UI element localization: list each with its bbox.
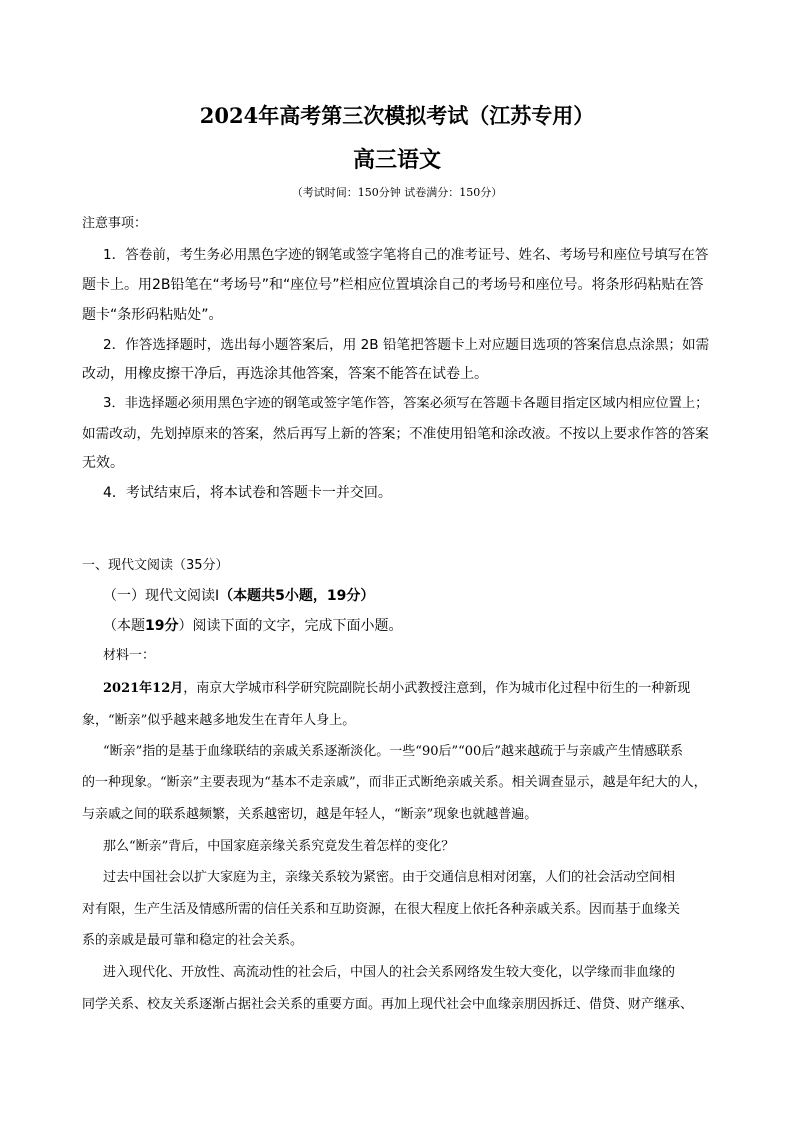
- reading-line: 的一种现象。“断亲”主要表现为“基本不走亲戚”，而非正式断绝亲戚关系。相关调查显示，越是年纪大的人，: [82, 775, 707, 790]
- reading-line: 与亲戚之间的联系越频繁，关系越密切，越是年轻人，“断亲”现象也就越普遍。: [82, 807, 538, 822]
- reading-line: 那么“断亲”背后，中国家庭亲缘关系究竟发生着怎样的变化？: [103, 839, 455, 854]
- reading-line: 进入现代化、开放性、高流动性的社会后，中国人的社会关系网络发生较大变化，以学缘而非血缘的: [103, 965, 676, 980]
- subsection-prefix: （一）现代文阅读Ⅰ: [103, 588, 220, 604]
- reading-line: 过去中国社会以扩大家庭为主，亲缘关系较为紧密。由于交通信息相对闭塞，人们的社会活动空间相: [103, 870, 676, 885]
- subsection-detail: （本题共5小题，19分）: [219, 588, 375, 604]
- reading-line: 同学关系、校友关系逐渐占据社会关系的重要方面。再加上现代社会中血缘亲朋因拆迁、借贷、财产继承、: [82, 997, 694, 1012]
- instr-points: 19分: [145, 618, 179, 634]
- subsection-heading: [103, 586, 374, 606]
- note-line: 题卡上。用2B铅笔在“考场号”和“座位号”栏相应位置填涂自己的考场号和座位号。将条形码粘贴在答: [82, 277, 704, 293]
- section-heading: 一、现代文阅读（35分）: [82, 558, 229, 573]
- notes-heading: 注意事项：: [82, 216, 148, 231]
- note-line: 无效。: [82, 455, 124, 471]
- note-line: 题卡“条形码粘贴处”。: [82, 307, 223, 323]
- exam-title: 2024年高考第三次模拟考试（江苏专用）: [199, 103, 595, 128]
- question-instruction: [103, 616, 402, 636]
- note-line: 3．非选择题必须用黑色字迹的钢笔或签字笔作答，答案必须写在答题卡各题目指定区域内相应位置上；: [103, 396, 709, 411]
- note-line: 4．考试结束后，将本试卷和答题卡一并交回。: [103, 485, 392, 501]
- note-line: 如需改动，先划掉原来的答案，然后再写上新的答案；不准使用铅笔和涂改液。不按以上要求作答的答案: [82, 426, 709, 442]
- reading-line: [103, 679, 690, 699]
- reading-date: 2021年12月: [103, 681, 184, 696]
- note-line: 2．作答选择题时，选出每小题答案后，用 2B 铅笔把答题卡上对应题目选项的答案信息点涂黑；如需: [103, 337, 710, 353]
- reading-line: “断亲”指的是基于血缘联结的亲戚关系逐渐淡化。一些“90后”“00后”越来越疏于与亲戚产生情感联系: [103, 744, 683, 759]
- reading-line: 系的亲戚是最可靠和稳定的社会关系。: [82, 933, 304, 948]
- reading-text: ，南京大学城市科学研究院副院长胡小武教授注意到，作为城市化过程中衍生的一种新现: [183, 681, 691, 696]
- note-line: 改动，用橡皮擦干净后，再选涂其他答案，答案不能答在试卷上。: [82, 366, 488, 382]
- reading-line: 象，“断亲”似乎越来越多地发生在青年人身上。: [82, 713, 356, 728]
- material-label: 材料一：: [103, 648, 156, 663]
- exam-info: （考试时间：150分钟 试卷满分：150分）: [291, 186, 503, 199]
- note-line: 1．答卷前，考生务必用黑色字迹的钢笔或签字笔将自己的准考证号、姓名、考场号和座位号填写在答: [103, 247, 709, 263]
- subject-title: 高三语文: [352, 147, 441, 173]
- reading-line: 对有限，生产生活及情感所需的信任关系和互助资源，在很大程度上依托各种亲戚关系。因而基于血缘关: [82, 902, 681, 917]
- instr-prefix: （本题: [103, 618, 145, 634]
- instr-rest: ）阅读下面的文字，完成下面小题。: [178, 618, 403, 634]
